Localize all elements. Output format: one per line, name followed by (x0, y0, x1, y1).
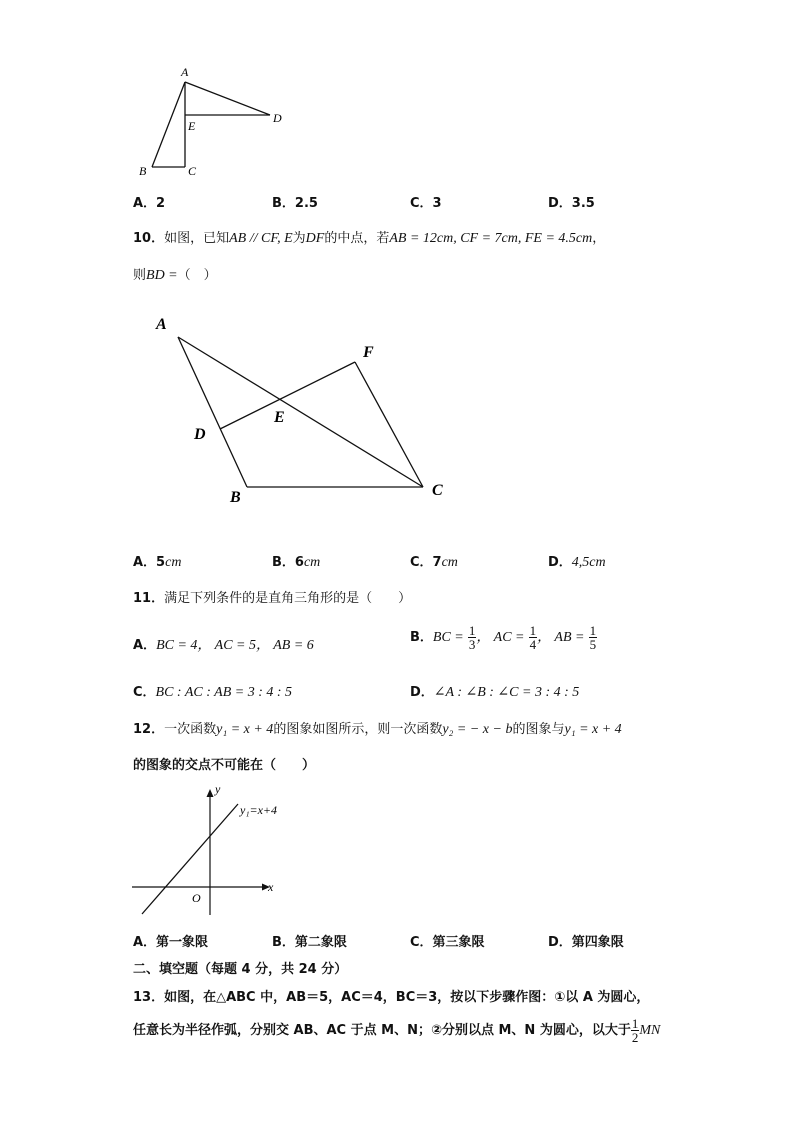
fig9-label-a: A (181, 65, 189, 79)
q12-formula2: y₂ = − x − b (442, 722, 513, 737)
q11-b-frac-ac: $\frac{1}{4}$ (529, 623, 537, 652)
fig12-label-y: y (215, 782, 221, 796)
q10-text4: ， (592, 231, 606, 246)
q10-option-b[interactable]: B．6cm (272, 555, 321, 570)
q10-text2: 为 (292, 231, 306, 246)
q10-stem-line1 (133, 227, 605, 247)
q10-option-d[interactable]: D．4,5cm (548, 555, 606, 570)
q11-b-frac-ab: $\frac{1}{5}$ (589, 623, 597, 652)
q12-formula3: y₁ = x + 4 (564, 722, 622, 737)
q10-option-c[interactable]: C．7cm (410, 555, 458, 570)
q9-option-a[interactable]: A．2 (133, 196, 166, 211)
q12-option-d[interactable]: D．第四象限 (548, 935, 624, 950)
q9-option-b[interactable]: B．2.5 (272, 196, 318, 211)
fig12-label-origin: O (192, 891, 201, 905)
q11-option-d[interactable]: D．∠A : ∠B : ∠C = 3 : 4 : 5 (410, 685, 580, 700)
fig10-label-e: E (274, 409, 285, 426)
q12-number: 12． (133, 722, 165, 737)
q9-option-c[interactable]: C．3 (410, 196, 442, 211)
q10-text1: 如图，已知 (164, 231, 230, 246)
q10-line2-post: （ ） (177, 268, 217, 283)
fig9-label-d: D (273, 111, 282, 125)
fig10-segment-ac (178, 337, 423, 487)
q11-stem (133, 587, 411, 606)
fig12-line-label: y₁=x+4 (240, 803, 278, 817)
q10-condition3: AB = 12cm, CF = 7cm, FE = 4.5cm (389, 231, 593, 246)
q11-option-b[interactable]: B．BC = $\frac{1}{3}$ ， AC = $\frac{1}{4}$ ， AB = $\frac{1}{5}$ (410, 623, 597, 652)
fig10-label-f: F (363, 344, 374, 361)
fig10-label-d: D (194, 426, 206, 443)
fig10-segment-fc (355, 362, 423, 487)
q11-option-c[interactable]: C．BC : AC : AB = 3 : 4 : 5 (133, 685, 293, 700)
fig9-segment-ab (152, 82, 185, 167)
q12-option-c[interactable]: C．第三象限 (410, 935, 485, 950)
q10-text3: 的中点，若 (324, 231, 390, 246)
q11-option-a[interactable]: A．BC = 4， AC = 5， AB = 6 (133, 638, 314, 653)
fig10-segment-df (220, 362, 355, 429)
fig10-label-b: B (230, 489, 241, 506)
q11-number: 11． (133, 591, 165, 606)
q13-stem-line1: 13．如图，在△ABC 中，AB＝5，AC＝4，BC＝3，按以下步骤作图：①以 A 为圆心， (133, 990, 650, 1005)
q12-stem-line2: 的图象的交点不可能在（ ） (133, 758, 316, 773)
q10-stem-line2 (133, 264, 217, 284)
fig10-label-a: A (156, 316, 167, 333)
q10-condition1: AB // CF, E (229, 231, 293, 246)
section-heading-fill-in: 二、填空题（每题 4 分，共 24 分） (133, 962, 348, 977)
figure-q12 (128, 780, 288, 920)
q11-b-frac-bc: $\frac{1}{3}$ (468, 623, 476, 652)
q13-stem-line2: 任意长为半径作弧，分别交 AB、AC 于点 M、N；②分别以点 M、N 为圆心，以大于 $\frac{1}{2}$ MN (133, 1016, 661, 1045)
figure-q9 (130, 62, 300, 182)
fig12-label-x: x (268, 880, 274, 894)
q10-line2-pre: 则 (133, 268, 147, 283)
q11-text: 满足下列条件的是直角三角形的是（ ） (164, 591, 412, 606)
fig9-segment-ad (185, 82, 270, 115)
figure-q10 (150, 305, 460, 515)
fig9-label-c: C (188, 164, 197, 178)
fig10-label-c: C (432, 482, 443, 499)
q9-option-d[interactable]: D．3.5 (548, 196, 595, 211)
q12-formula1: y₁ = x + 4 (216, 722, 274, 737)
fig12-y-arrow (207, 789, 214, 797)
q13-frac: $\frac{1}{2}$ (631, 1016, 639, 1045)
q12-stem-line1: 12．一次函数y₁ = x + 4的图象如图所示，则一次函数y₂ = − x − b的图象与y₁ = x + 4 (133, 722, 622, 737)
q10-condition2: DF (305, 231, 325, 246)
fig9-label-e: E (188, 119, 196, 133)
q12-option-b[interactable]: B．第二象限 (272, 935, 347, 950)
q13-number: 13． (133, 990, 165, 1005)
q10-option-a[interactable]: A．5cm (133, 555, 182, 570)
fig9-label-b: B (139, 164, 147, 178)
fig10-segment-ab (178, 337, 247, 487)
q10-line2-math: BD = (146, 268, 178, 283)
q12-option-a[interactable]: A．第一象限 (133, 935, 209, 950)
q10-number: 10． (133, 231, 165, 246)
fig12-line-y1 (142, 804, 238, 914)
